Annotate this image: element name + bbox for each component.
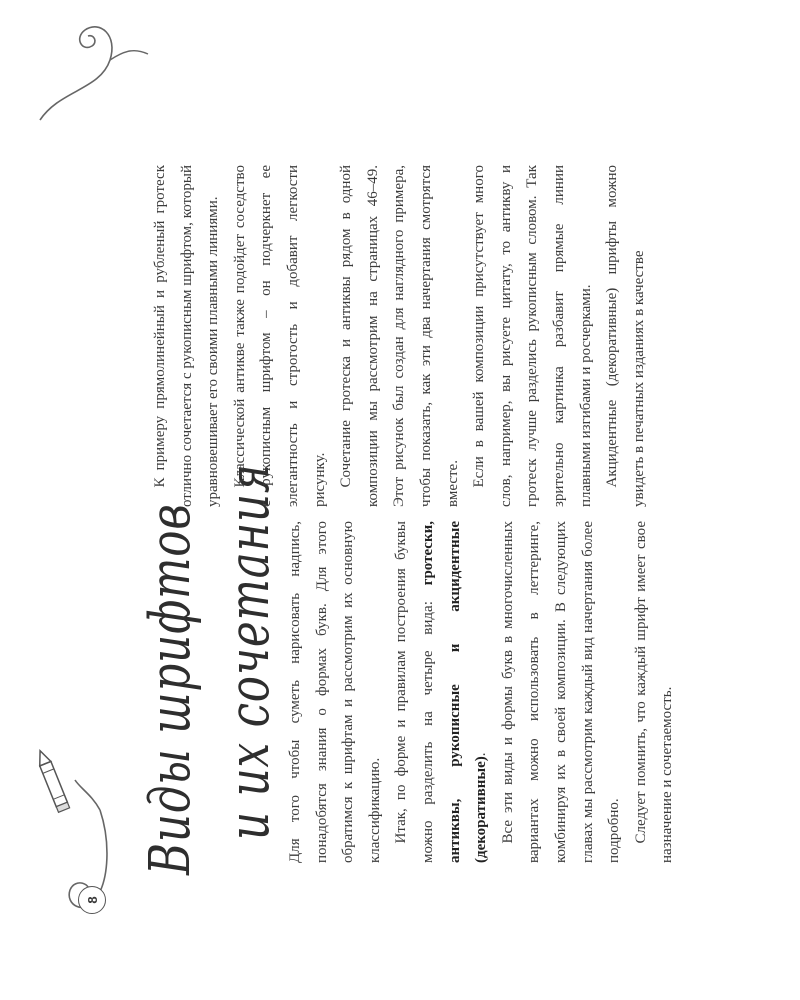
paragraph: Следует помнить, что каждый шрифт имеет свое назначение и сочетаемость. [632,521,676,863]
paragraph [388,521,494,863]
font-types-bold: гротески, антиквы, рукописные и акцидентные (декоративные) [419,521,490,863]
paragraph: Классической антикве также подойдет соседство с рукописным шрифтом – он подчеркнет ее элегантность и строгость и добавит легкости рисунку. [231,165,328,507]
paragraph: Сочетание гротеска и антиквы рядом в одной композиции мы рассмотрим на страницах 46–49. Этот рисунок был создан для наглядного примера, чтобы показать, как эти два начертания смотрятся вместе. [338,165,461,507]
page-title-line2: и их сочетания [217,463,282,840]
paragraph-text: Итак, по форме и правилам построения буквы можно разделить на четыре вида: [393,521,436,863]
text-column-right [147,165,652,507]
pencil-icon [28,740,78,820]
paragraph: Все эти виды и формы букв в многочисленных вариантах можно использовать в леттеринге, комбинируя их в своей композиции. В следующих главах мы рассмотрим каждый вид начертания более подробно. [499,521,623,863]
paragraph: Для того чтобы суметь нарисовать надпись, понадобятся знания о формах букв. Для этого обратимся к шрифтам и рассмотрим их основную классификацию. [287,521,383,863]
text-column-left [282,521,681,863]
corner-flourish-icon [30,0,150,130]
page-title-line1: Виды шрифтов [138,503,203,875]
paragraph: Акцидентные (декоративные) шрифты можно увидеть в печатных изданиях в качестве [604,165,647,507]
paragraph: Если в вашей композиции присутствует много слов, например, вы рисуете цитату, то антикву и гротеск лучше разделись рукописным словом. Так зрительно картинка разбавит прямые линии плавными изгибами и росчерками. [471,165,594,507]
paragraph: К примеру прямолинейный и рубленый гротеск отлично сочетается с рукописным шрифтом, который уравновешивает его своими плавными линиями. [152,165,222,507]
paragraph-text: . [473,752,490,757]
page-number: 8 [78,886,106,914]
